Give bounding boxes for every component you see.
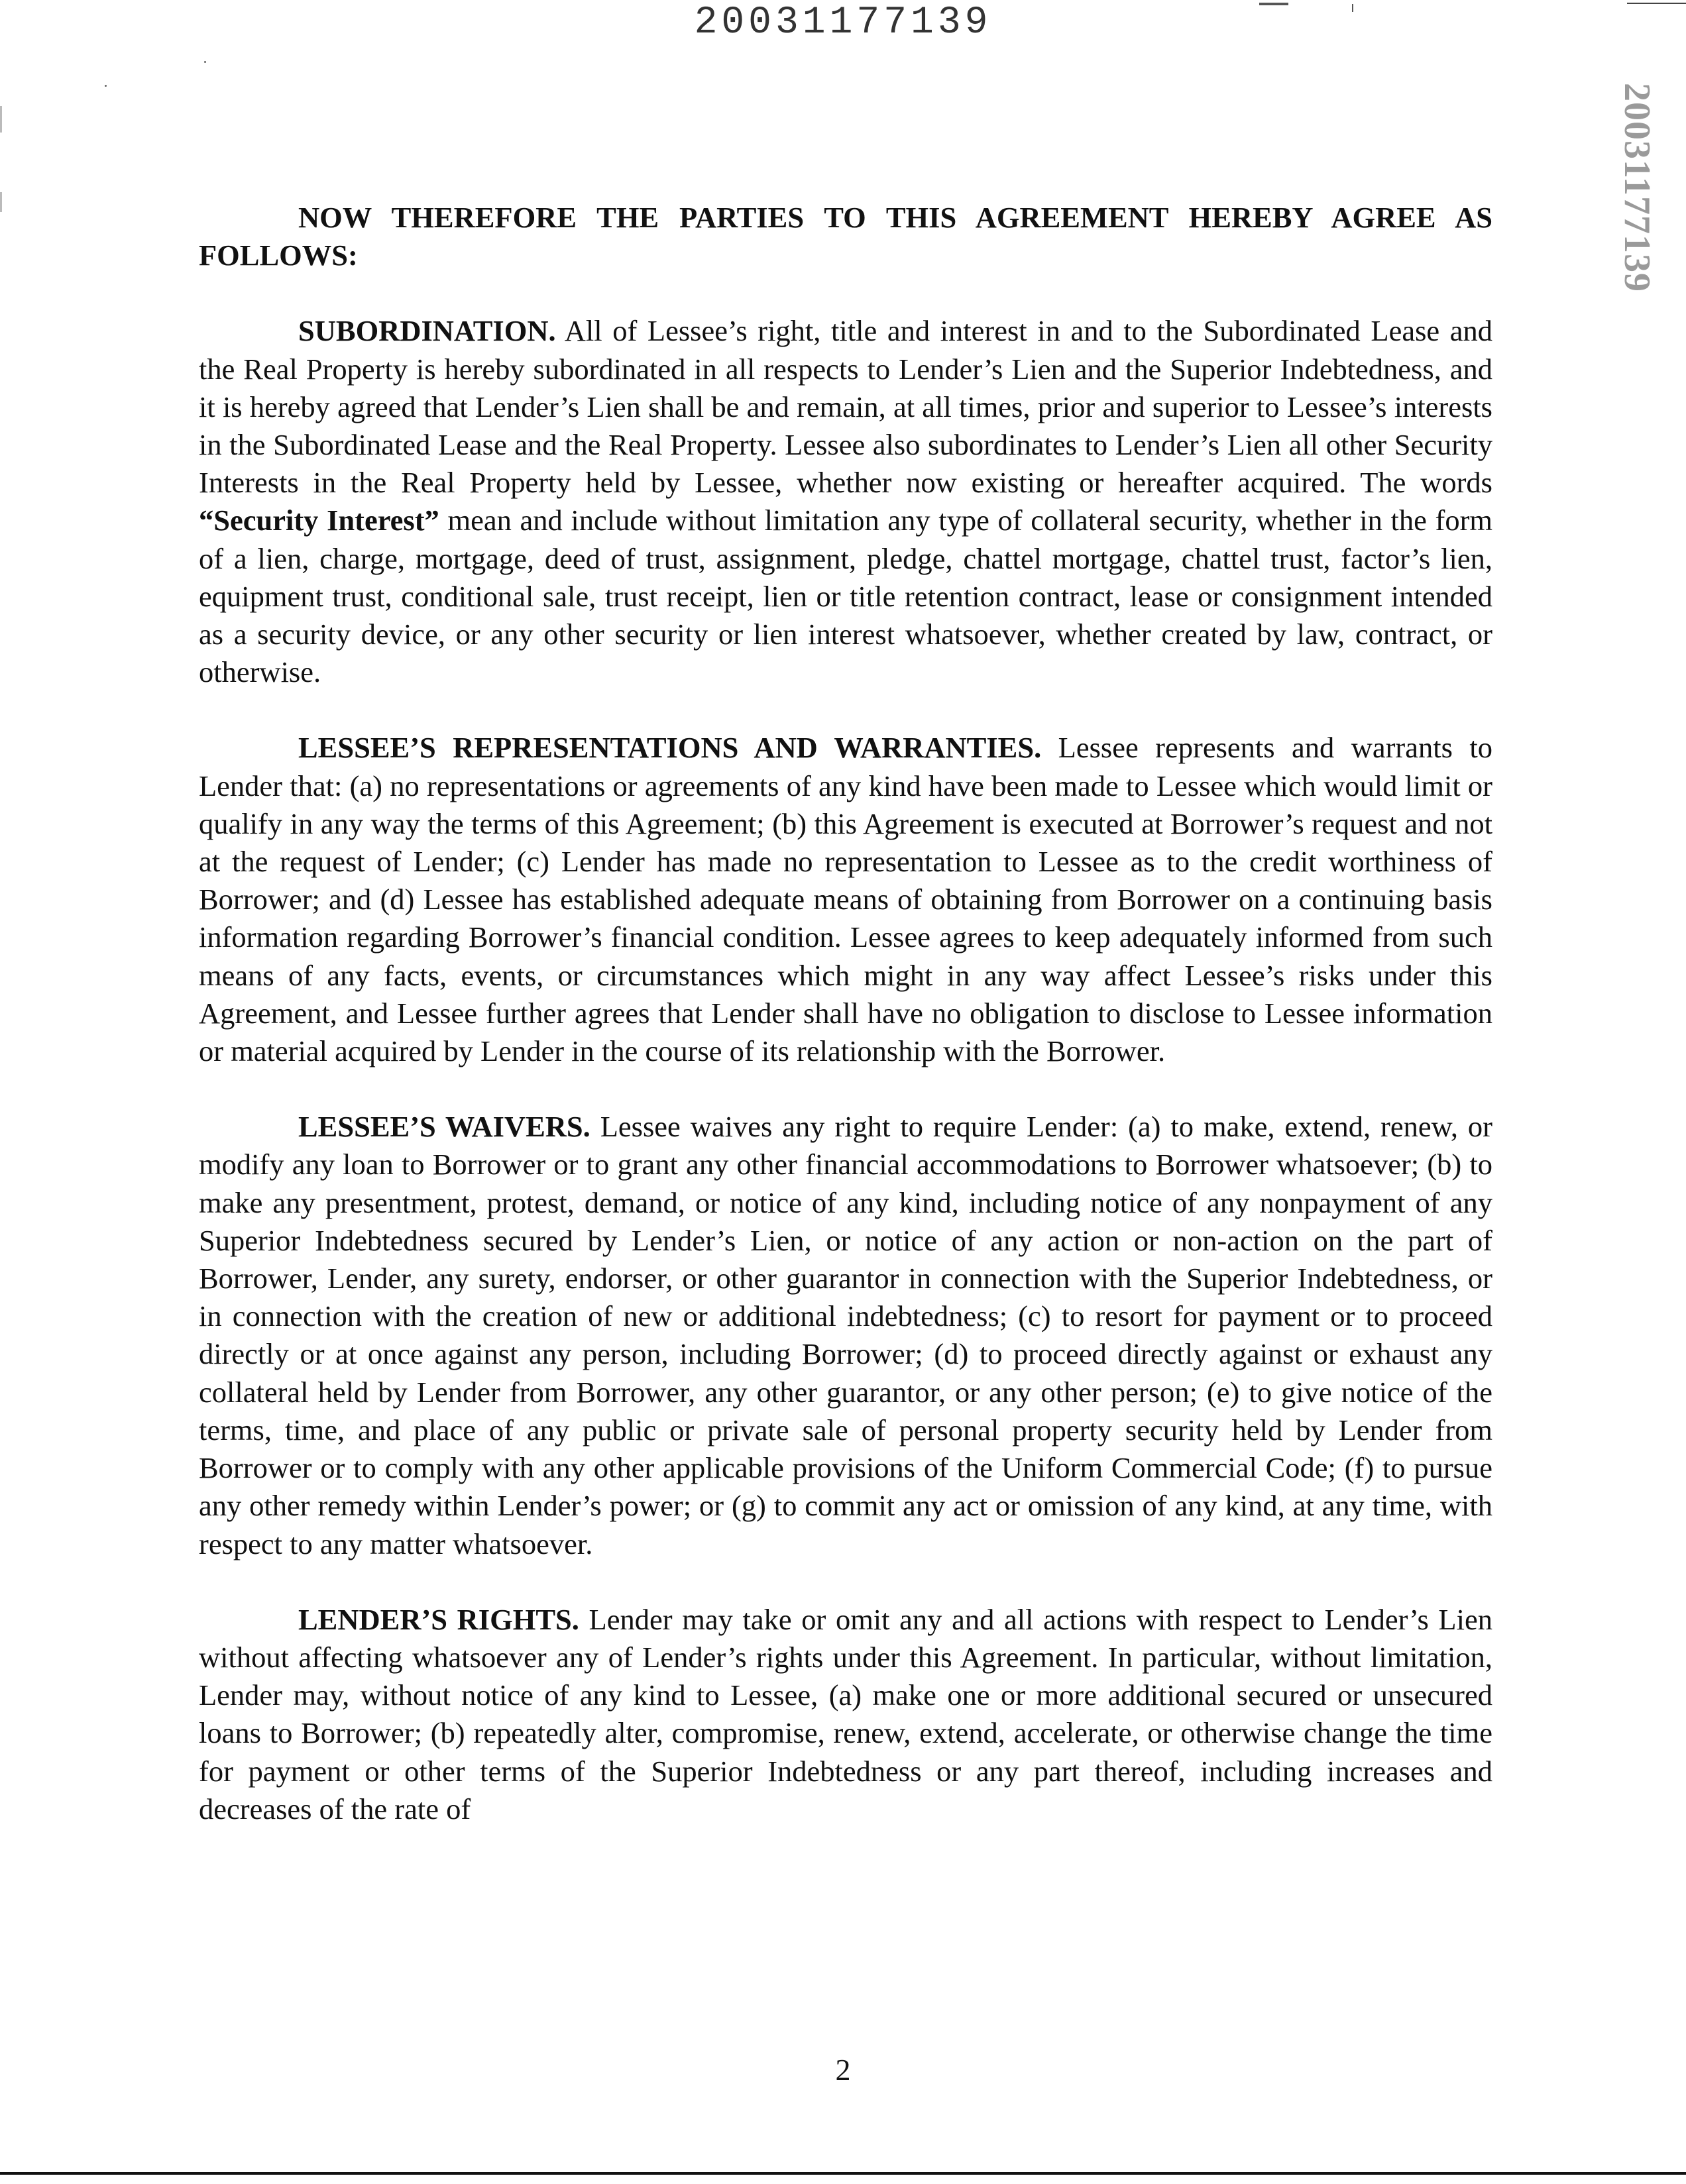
bottom-rule	[0, 2172, 1686, 2175]
defined-term: “Security Interest”	[199, 504, 439, 537]
section-body: Lessee waives any right to require Lender: (a) to make, extend, renew, or modify any loan to Borrower or to grant any other financial accommodations to Borrower whatsoever; (b) to make any presentment, protest, demand, or notice of any kind, including notice of any nonpayment of any Superior Indebtedness secured by Lender’s Lien, or notice of any action or non-action on the part of Borrower, Lender, any surety, endorser, or other guarantor in connection with the Superior Indebtedness, or in connection with the creation of new or additional indebtedness; (c) to resort for payment or to proceed directly or at once against any person, including Borrower; (d) to proceed directly against or exhaust any collateral held by Lender from Borrower, any other guarantor, or any other person; (e) to give notice of the terms, time, and place of any public or private sale of personal property security held by Lender from Borrower or to comply with any other applicable provisions of the Uniform Commercial Code; (f) to pursue any other remedy within Lender’s power; or (g) to commit any act or omission of any kind, at any time, with respect to any matter whatsoever.	[199, 1110, 1492, 1560]
section-heading: LENDER’S RIGHTS.	[298, 1602, 579, 1636]
section-body: Lessee represents and warrants to Lender that: (a) no representations or agreements of any kind have been made to Lessee which would limit or qualify in any way the terms of this Agreement; (b) this Agreement is executed at Borrower’s request and not at the request of Lender; (c) Lender has made no representation to Lessee as to the credit worthiness of Borrower; and (d) Lessee has established adequate means of obtaining from Borrower on a continuing basis information regarding Borrower’s financial condition. Lessee agrees to keep adequately informed from such means of any facts, events, or circumstances which might in any way affect Lessee’s risks under this Agreement, and Lessee further agrees that Lender shall have no obligation to disclose to Lessee information or material acquired by Lender in the course of its relationship with the Borrower.	[199, 731, 1492, 1068]
page-number: 2	[835, 2053, 851, 2087]
section-body: mean and include without limitation any type of collateral security, whether in the form of a lien, charge, mortgage, deed of trust, assignment, pledge, chattel mortgage, chattel trust, factor’s lien, equipment trust, conditional sale, trust receipt, lien or title retention contract, lease or consignment intended as a security device, or any other security or lien interest whatsoever, whether created by law, contract, or otherwise.	[199, 504, 1492, 689]
scan-mark	[1259, 3, 1288, 5]
section-subordination	[199, 312, 1492, 691]
section-heading: LESSEE’S REPRESENTATIONS AND WARRANTIES.	[298, 731, 1042, 765]
section-lender-rights	[199, 1601, 1492, 1828]
side-stamp-text: 20031177139	[1616, 83, 1658, 292]
intro-heading: NOW THEREFORE THE PARTIES TO THIS AGREEMENT HEREBY AGREE AS FOLLOWS:	[199, 201, 1492, 272]
document-body	[199, 199, 1492, 1828]
speck	[204, 61, 206, 63]
scan-edge-mark	[0, 192, 2, 212]
section-heading: LESSEE’S WAIVERS.	[298, 1110, 590, 1144]
section-body: All of Lessee’s right, title and interest in and to the Subordinated Lease and the Real Property is hereby subordinated in all respects to Lender’s Lien and the Superior Indebtedness, and it is hereby agreed that Lender’s Lien shall be and remain, at all times, prior and superior to Lessee’s interests in the Subordinated Lease and the Real Property. Lessee also subordinates to Lender’s Lien all other Security Interests in the Real Property held by Lessee, whether now existing or hereafter acquired. The words	[199, 314, 1492, 500]
section-waivers	[199, 1108, 1492, 1562]
speck	[105, 85, 107, 87]
side-stamp	[1612, 78, 1662, 297]
document-number: 20031177139	[694, 1, 992, 44]
section-body: Lender may take or omit any and all actions with respect to Lender’s Lien without affecting whatsoever any of Lender’s rights under this Agreement. In particular, without limitation, Lender may, without notice of any kind to Lessee, (a) make one or more additional secured or unsecured loans to Borrower; (b) repeatedly alter, compromise, renew, extend, accelerate, or otherwise change the time for payment or other terms of the Superior Indebtedness or any part thereof, including increases and decreases of the rate of	[199, 1602, 1492, 1826]
section-heading: SUBORDINATION.	[298, 314, 556, 348]
scan-rule	[1627, 3, 1686, 4]
scan-edge-mark	[0, 106, 2, 133]
scan-mark	[1352, 4, 1353, 12]
section-representations	[199, 729, 1492, 1070]
